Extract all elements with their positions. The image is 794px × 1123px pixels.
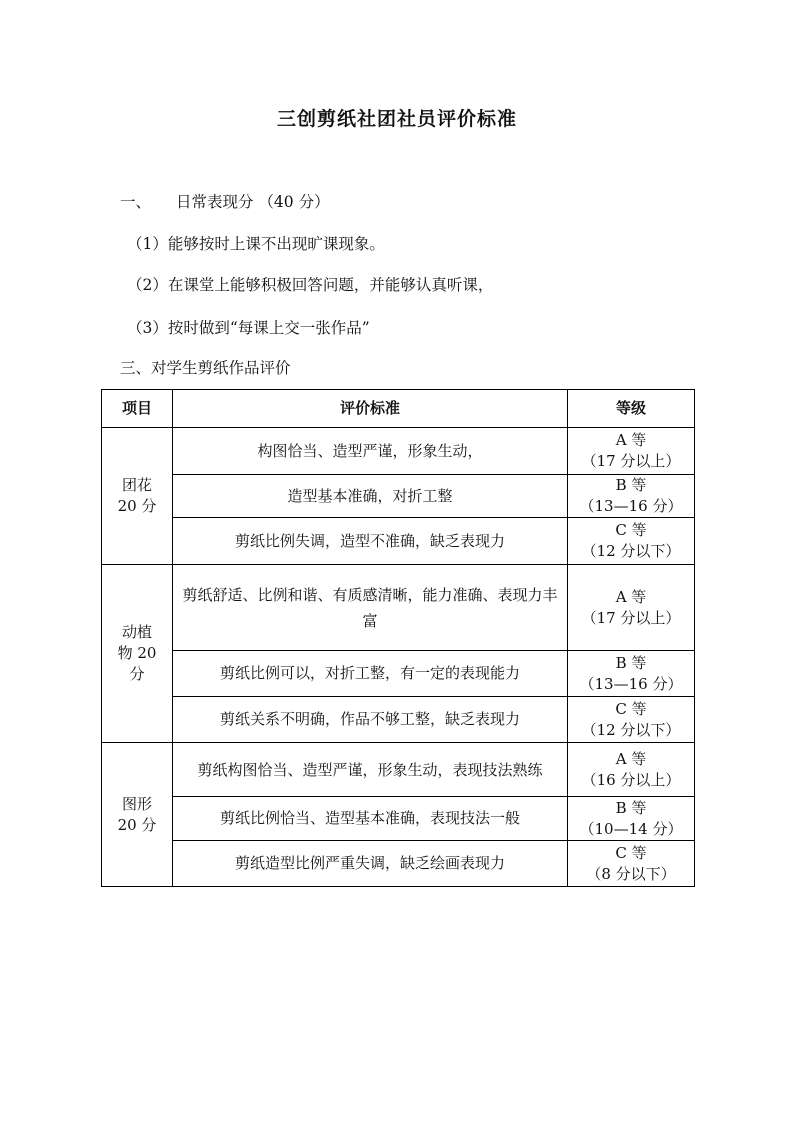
header-item: 项目 [102, 390, 173, 428]
daily-item-2: （2）在课堂上能够积极回答问题，并能够认真听课， [127, 276, 494, 294]
group-label-line: 20 分 [117, 815, 157, 834]
header-grade: 等级 [568, 390, 695, 428]
grade-range: （12 分以下） [581, 542, 681, 560]
grade-cell [568, 565, 695, 651]
table-row [102, 565, 695, 651]
table-header-row [102, 390, 695, 428]
standard-cell: 剪纸舒适、比例和谐、有质感清晰，能力准确、表现力丰富 [173, 565, 568, 651]
grade-range: （8 分以下） [586, 864, 676, 883]
grade-range: （13—16 分） [579, 674, 683, 693]
grade-range: （13—16 分） [579, 497, 683, 515]
table-row [102, 428, 695, 475]
grade-letter: A 等 [615, 749, 647, 768]
grade-range: （16 分以上） [581, 770, 681, 789]
table-row [102, 743, 695, 797]
group-label-line: 20 分 [117, 497, 157, 515]
standard-cell: 剪纸比例失调，造型不准确，缺乏表现力 [173, 518, 568, 565]
grade-cell [568, 651, 695, 697]
standard-cell: 剪纸关系不明确，作品不够工整，缺乏表现力 [173, 697, 568, 743]
section-3-heading: 三、对学生剪纸作品评价 [120, 359, 291, 377]
group-label-line: 图形 [121, 794, 152, 813]
grade-letter: C 等 [615, 521, 647, 539]
standard-cell: 剪纸构图恰当、造型严谨，形象生动，表现技法熟练 [173, 743, 568, 797]
standard-cell: 剪纸造型比例严重失调，缺乏绘画表现力 [173, 841, 568, 887]
table-row [102, 651, 695, 697]
table-row [102, 475, 695, 518]
grade-letter: C 等 [615, 843, 647, 862]
grade-letter: B 等 [615, 476, 647, 494]
grade-cell [568, 697, 695, 743]
grade-cell [568, 475, 695, 518]
standard-cell: 剪纸比例恰当、造型基本准确，表现技法一般 [173, 797, 568, 841]
grade-letter: C 等 [615, 699, 647, 718]
grade-range: （17 分以上） [581, 452, 681, 470]
standard-cell: 造型基本准确，对折工整 [173, 475, 568, 518]
grade-cell [568, 743, 695, 797]
grade-letter: B 等 [615, 798, 647, 817]
grade-cell [568, 428, 695, 475]
section-1-heading [120, 190, 330, 212]
grade-cell [568, 841, 695, 887]
section-1-number: 一、 [120, 193, 152, 211]
grade-cell [568, 797, 695, 841]
grade-range: （12 分以下） [581, 720, 681, 739]
document-title: 三创剪纸社团社员评价标准 [276, 108, 517, 130]
grade-cell [568, 518, 695, 565]
standard-cell: 剪纸比例可以，对折工整，有一定的表现能力 [173, 651, 568, 697]
group-label-line: 动植 [121, 623, 152, 641]
grade-letter: A 等 [615, 587, 647, 606]
grade-range: （10—14 分） [579, 819, 683, 838]
group-label-line: 物 20 [117, 644, 157, 662]
group-label-animals-plants [102, 565, 173, 743]
grade-range: （17 分以上） [581, 608, 681, 627]
evaluation-table [101, 389, 695, 887]
daily-item-1: （1）能够按时上课不出现旷课现象。 [127, 235, 385, 253]
grade-letter: B 等 [615, 653, 647, 672]
table-row [102, 841, 695, 887]
group-label-line: 团花 [121, 476, 152, 494]
table-row [102, 518, 695, 565]
grade-letter: A 等 [615, 431, 647, 449]
group-label-tuanhua [102, 428, 173, 565]
section-1-title: 日常表现分 （40 分） [176, 193, 330, 211]
group-label-line: 分 [129, 665, 145, 683]
table-row [102, 697, 695, 743]
header-standard: 评价标准 [173, 390, 568, 428]
group-label-shapes [102, 743, 173, 887]
standard-cell: 构图恰当、造型严谨，形象生动， [173, 428, 568, 475]
daily-item-3: （3）按时做到“每课上交一张作品” [127, 319, 370, 337]
table-row [102, 797, 695, 841]
